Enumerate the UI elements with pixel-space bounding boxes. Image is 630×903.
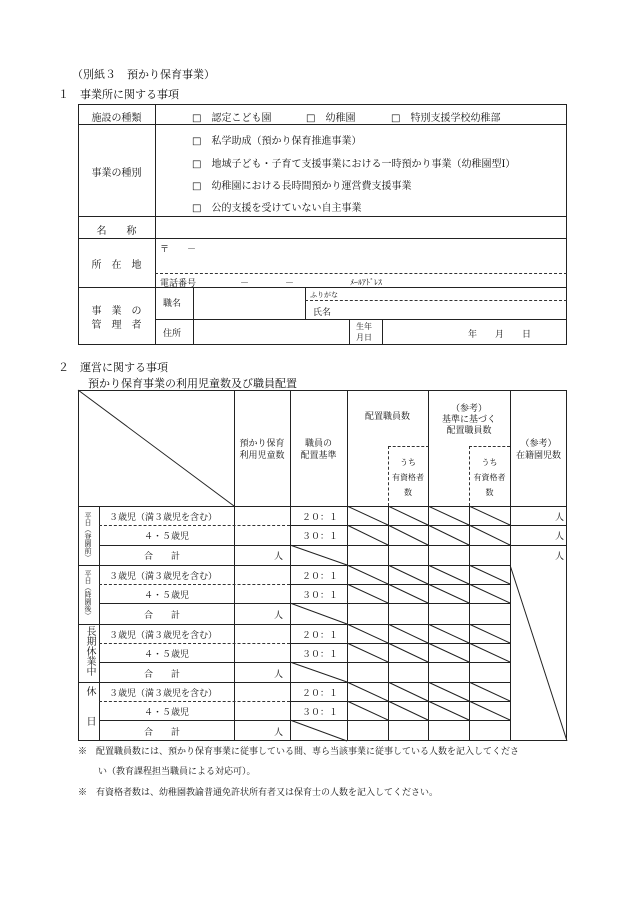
manager-label-2: 管 理 者 bbox=[91, 320, 142, 331]
business-option-longhours[interactable]: □ 幼稚園における長時間預かり運営費支援事業 bbox=[192, 181, 412, 192]
row-label-45yo: ４・５歳児 bbox=[144, 708, 190, 718]
row-label-3yo: ３歳児（満３歳児を含む） bbox=[109, 689, 218, 699]
postal-code-field[interactable]: 〒 － bbox=[160, 245, 197, 255]
business-option-private[interactable]: □ 私学助成（預かり保育推進事業） bbox=[192, 136, 362, 147]
group-label-holiday: 休日 bbox=[84, 686, 95, 746]
note-1: ※ 配置職員数には、預かり保育事業に従事している間、専ら当該事業に従事している人数を記入してくださ bbox=[78, 747, 520, 757]
unit-person: 人 bbox=[274, 552, 284, 562]
col-enrolled-2: 在籍園児数 bbox=[515, 451, 561, 461]
section2-subtitle: 預かり保育事業の利用児童数及び職員配置 bbox=[88, 377, 297, 390]
ratio-45yo: ３０：１ bbox=[302, 708, 339, 718]
ratio-3yo: ２０：１ bbox=[302, 572, 339, 582]
row-label-3yo: ３歳児（満３歳児を含む） bbox=[109, 513, 218, 523]
note-1-continued: い（教育課程担当職員による対応可）。 bbox=[98, 767, 256, 777]
note-2: ※ 有資格者数は、幼稚園教諭普通免許状所有者又は保育士の人数を記入してください。 bbox=[78, 788, 439, 798]
business-option-temporary[interactable]: □ 地域子ども・子育て支援事業における一時預かり事業（幼稚園型Ⅰ） bbox=[192, 159, 516, 170]
unit-person: 人 bbox=[274, 728, 284, 738]
col-children-2: 利用児童数 bbox=[239, 451, 285, 461]
col-staff: 配置職員数 bbox=[364, 412, 410, 422]
col-standard-1: 職員の bbox=[304, 439, 332, 449]
ratio-3yo: ２０：１ bbox=[302, 513, 339, 523]
staff-qualified-1: うち bbox=[400, 458, 416, 467]
staff-qualified-2: 有資格者 bbox=[392, 473, 424, 482]
ratio-45yo: ３０：１ bbox=[302, 650, 339, 660]
unit-person: 人 bbox=[274, 670, 284, 680]
ref-qualified-2: 有資格者 bbox=[473, 473, 506, 482]
phone-field[interactable]: － － bbox=[240, 279, 295, 289]
furigana-label: ふりがな bbox=[310, 291, 338, 299]
ratio-3yo: ２０：１ bbox=[302, 689, 339, 699]
name-field[interactable] bbox=[160, 220, 560, 236]
group-label-weekday-after: 平日（降園後） bbox=[84, 570, 92, 619]
birth-date-field[interactable]: 年 月 日 bbox=[468, 330, 532, 340]
row-label-45yo: ４・５歳児 bbox=[144, 591, 190, 601]
position-label: 職名 bbox=[163, 299, 182, 309]
facility-option-kindergarten[interactable]: □ 幼稚園 bbox=[306, 113, 356, 124]
email-label: ﾒｰﾙｱﾄﾞﾚｽ bbox=[350, 278, 382, 287]
unit-person: 人 bbox=[555, 513, 565, 523]
unit-person: 人 bbox=[555, 552, 565, 562]
facility-type-label: 施設の種類 bbox=[91, 113, 142, 124]
ref-qualified-3: 数 bbox=[485, 488, 494, 497]
ratio-45yo: ３０：１ bbox=[302, 532, 339, 542]
facility-option-special-school[interactable]: □ 特別支援学校幼稚部 bbox=[391, 113, 501, 124]
birth-label-1: 生年 bbox=[356, 322, 372, 331]
ratio-45yo: ３０：１ bbox=[302, 591, 339, 601]
birth-label-2: 月日 bbox=[356, 333, 372, 342]
full-name-label: 氏名 bbox=[313, 308, 332, 318]
col-enrolled-1: （参考） bbox=[520, 439, 557, 449]
row-label-3yo: ３歳児（満３歳児を含む） bbox=[109, 572, 218, 582]
unit-person: 人 bbox=[274, 611, 284, 621]
group-label-long-vacation: 長期休業中 bbox=[84, 626, 95, 676]
row-label-total: 合 計 bbox=[144, 611, 181, 621]
facility-option-kodomoen[interactable]: □ 認定こども園 bbox=[192, 113, 272, 124]
col-ref-staff-2: 基準に基づく bbox=[441, 415, 496, 425]
row-label-3yo: ３歳児（満３歳児を含む） bbox=[109, 631, 218, 641]
col-ref-staff-3: 配置職員数 bbox=[446, 426, 492, 436]
row-label-45yo: ４・５歳児 bbox=[144, 532, 190, 542]
row-label-total: 合 計 bbox=[144, 728, 181, 738]
phone-label: 電話番号 bbox=[160, 279, 197, 289]
manager-label-1: 事 業 の bbox=[91, 306, 142, 317]
section1-title: １ 事業所に関する事項 bbox=[58, 88, 179, 101]
unit-person: 人 bbox=[555, 532, 565, 542]
address-label: 所 在 地 bbox=[91, 260, 142, 271]
col-children-1: 預かり保育 bbox=[239, 439, 285, 449]
ratio-3yo: ２０：１ bbox=[302, 631, 339, 641]
section2-title: ２ 運営に関する事項 bbox=[58, 361, 168, 374]
name-label: 名 称 bbox=[96, 226, 137, 237]
group-label-weekday-before: 平日（登園前） bbox=[84, 512, 92, 561]
attachment-title: （別紙３ 預かり保育事業） bbox=[72, 68, 215, 81]
staff-qualified-3: 数 bbox=[404, 488, 412, 497]
row-label-total: 合 計 bbox=[144, 552, 181, 562]
business-type-label: 事業の種別 bbox=[91, 168, 142, 179]
ref-qualified-1: うち bbox=[481, 458, 498, 467]
business-option-independent[interactable]: □ 公的支援を受けていない自主事業 bbox=[192, 203, 362, 214]
col-ref-staff-1: （参考） bbox=[450, 404, 487, 414]
row-label-45yo: ４・５歳児 bbox=[144, 650, 190, 660]
residence-label: 住所 bbox=[163, 329, 182, 339]
row-label-total: 合 計 bbox=[144, 670, 181, 680]
col-standard-2: 配置基準 bbox=[300, 451, 337, 461]
